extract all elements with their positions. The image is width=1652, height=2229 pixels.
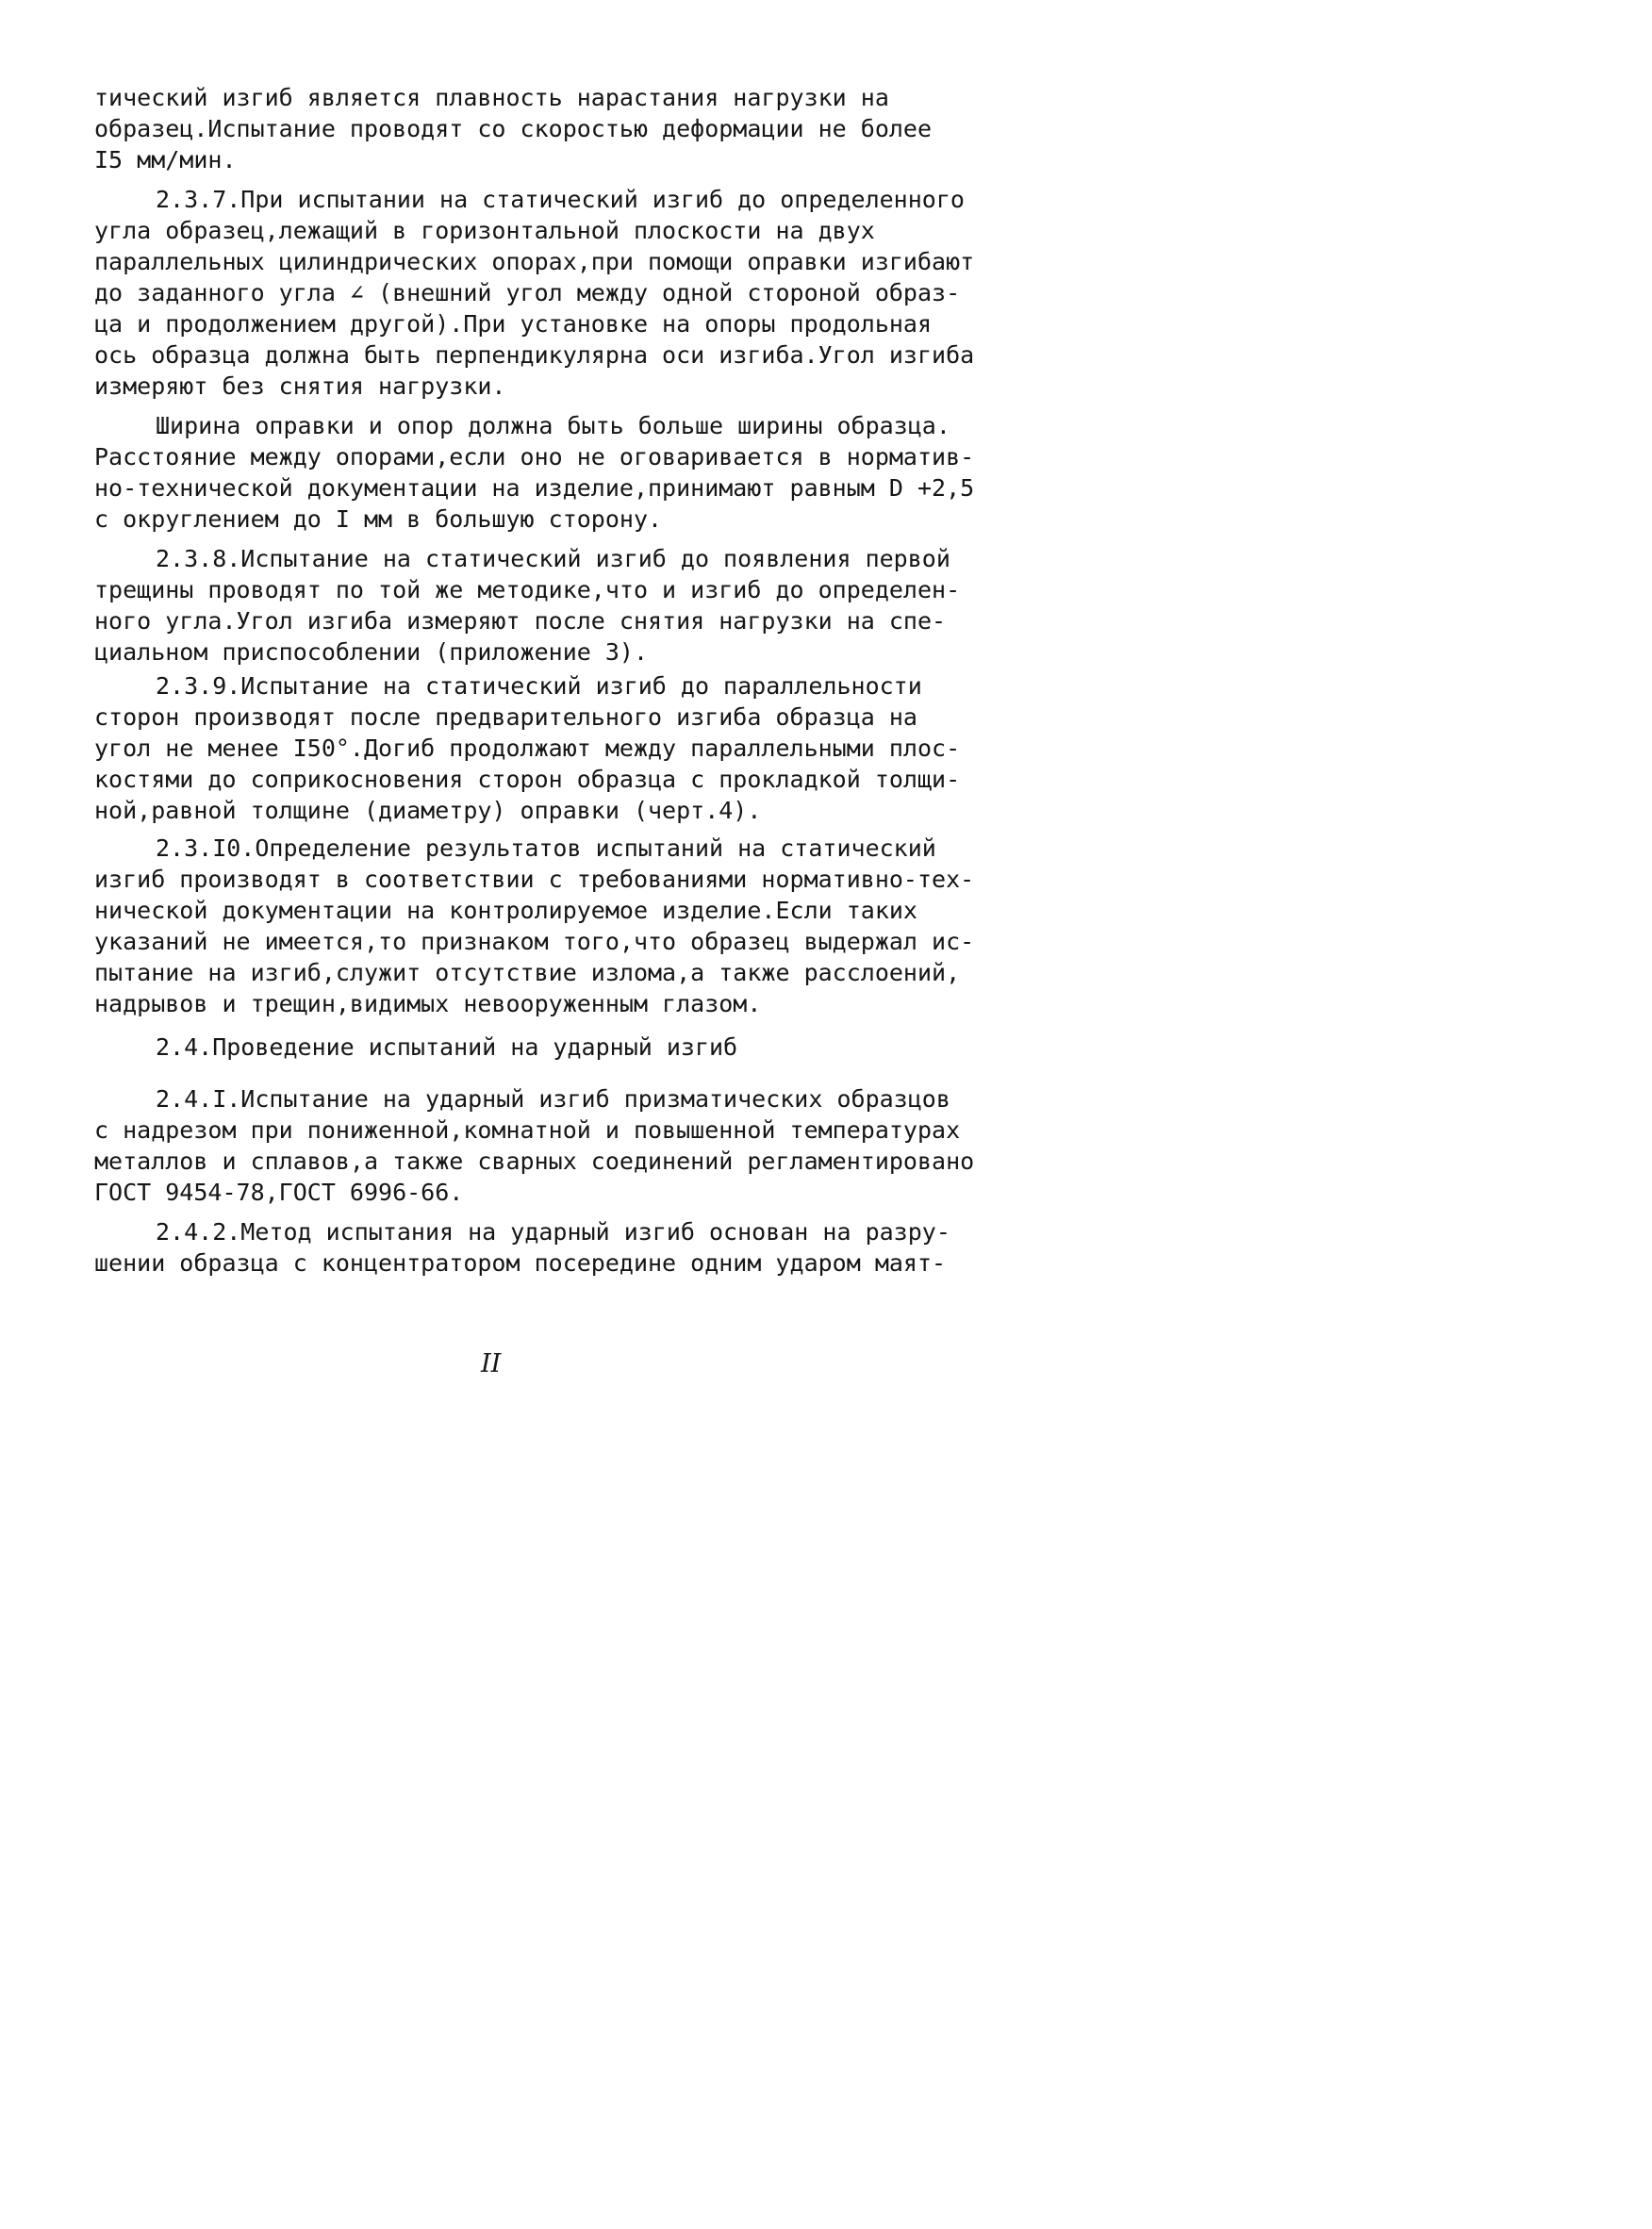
text-line: ГОСТ 9454-78,ГОСТ 6996-66. (94, 1179, 464, 1206)
text-line: до заданного угла ∠ (внешний угол между одной стороной образ- (94, 279, 961, 306)
text-line: измеряют без снятия нагрузки. (94, 372, 506, 400)
text-line: сторон производят после предварительного изгиба образца на (94, 703, 917, 731)
text-line: нической документации на контролируемое изделие.Если таких (94, 897, 917, 924)
text-line: с надрезом при пониженной,комнатной и повышенной температурах (94, 1116, 961, 1144)
text-line: шении образца с концентратором посередине одним ударом маят- (94, 1249, 947, 1277)
text-line: ной,равной толщине (диаметру) оправки (черт.4). (94, 797, 762, 824)
page-number: II (481, 1349, 502, 1379)
text-line: изгиб производят в соответствии с требованиями нормативно-тех- (94, 866, 975, 893)
section-heading: 2.4.Проведение испытаний на ударный изгиб (156, 1033, 738, 1061)
text-line: 2.3.9.Испытание на статический изгиб до параллельности (156, 672, 922, 700)
text-line: костями до соприкосновения сторон образца с прокладкой толщи- (94, 766, 961, 793)
text-line: 2.3.7.При испытании на статический изгиб до определенного (156, 186, 965, 213)
text-line: Расстояние между опорами,если оно не оговаривается в норматив- (94, 443, 975, 471)
text-line: ца и продолжением другой).При установке на опоры продольная (94, 310, 933, 338)
text-line: с округлением до I мм в большую сторону. (94, 505, 663, 533)
text-line: 2.3.I0.Определение результатов испытаний на статический (156, 834, 936, 862)
text-line: угла образец,лежащий в горизонтальной плоскости на двух (94, 217, 875, 244)
text-line: 2.4.I.Испытание на ударный изгиб призматических образцов (156, 1085, 950, 1113)
text-line: пытание на изгиб,служит отсутствие излома,а также расслоений, (94, 959, 961, 986)
text-line: I5 мм/мин. (94, 146, 237, 173)
text-line: 2.3.8.Испытание на статический изгиб до появления первой (156, 545, 950, 572)
text-line: тический изгиб является плавность нарастания нагрузки на (94, 84, 889, 111)
text-line: ного угла.Угол изгиба измеряют после снятия нагрузки на спе- (94, 607, 947, 635)
text-line: указаний не имеется,то признаком того,что образец выдержал ис- (94, 928, 975, 955)
text-line: образец.Испытание проводят со скоростью деформации не более (94, 115, 933, 142)
text-line: но-технической документации на изделие,принимают равным D +2,5 (94, 474, 975, 502)
text-line: надрывов и трещин,видимых невооруженным глазом. (94, 990, 762, 1017)
text-line: металлов и сплавов,а также сварных соединений регламентировано (94, 1148, 975, 1175)
text-line: циальном приспособлении (приложение 3). (94, 638, 648, 666)
text-line: 2.4.2.Метод испытания на ударный изгиб основан на разру- (156, 1218, 950, 1246)
text-line: трещины проводят по той же методике,что и изгиб до определен- (94, 576, 961, 603)
text-line: ось образца должна быть перпендикулярна оси изгиба.Угол изгиба (94, 341, 975, 369)
text-line: Ширина оправки и опор должна быть больше ширины образца. (156, 412, 950, 439)
text-line: угол не менее I50°.Догиб продолжают между параллельными плос- (94, 735, 961, 762)
document-page (0, 0, 1099, 1652)
text-line: параллельных цилиндрических опорах,при помощи оправки изгибают (94, 248, 975, 275)
